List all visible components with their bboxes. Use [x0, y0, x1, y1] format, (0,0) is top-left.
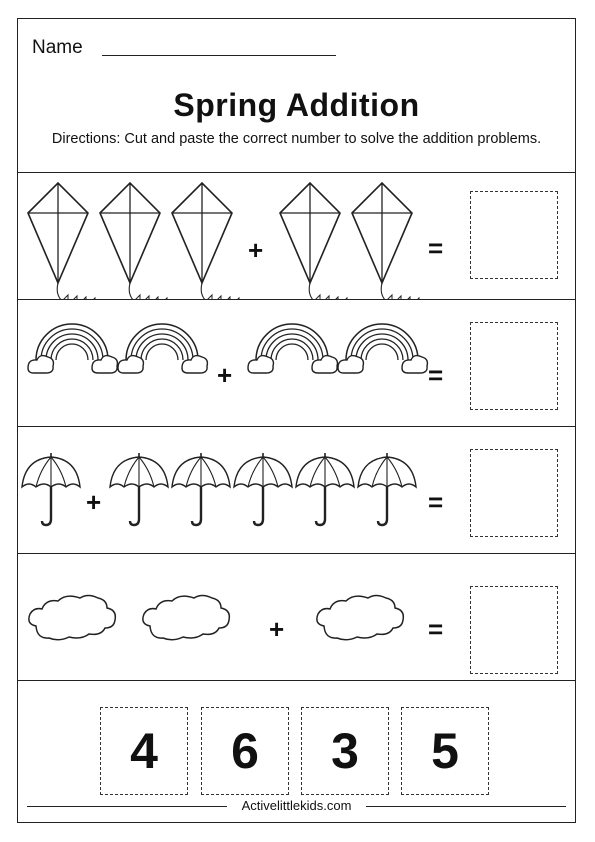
problem-row-4: [18, 553, 575, 680]
answer-box-3[interactable]: [470, 449, 558, 537]
cloud-icon: [143, 596, 229, 640]
umbrella-icon: [234, 453, 292, 525]
directions-text: Directions: Cut and paste the correct number to solve the addition problems.: [51, 131, 542, 147]
worksheet-title: Spring Addition: [173, 87, 420, 123]
clouds-group: [18, 554, 468, 680]
umbrella-icon: [110, 453, 168, 525]
worksheet-page: [17, 18, 576, 823]
equals-sign: =: [428, 360, 444, 390]
problem-row-1: [18, 172, 575, 299]
rainbow-icon: [248, 324, 337, 373]
equals-sign: =: [428, 614, 444, 644]
number-card-1[interactable]: 4: [100, 707, 188, 795]
number-card-4[interactable]: 5: [401, 707, 489, 795]
kites-group: [18, 173, 468, 299]
plus-sign: +: [248, 235, 264, 265]
name-label: Name: [32, 37, 83, 58]
footer: [17, 797, 576, 815]
rainbow-icon: [28, 324, 117, 373]
equals-sign: =: [428, 487, 444, 517]
name-write-line: [102, 55, 336, 56]
rainbow-icon: [118, 324, 207, 373]
kite-icon: [280, 183, 350, 299]
footer-rule-left: [27, 806, 227, 807]
number-cards-row: [18, 680, 575, 806]
kite-icon: [352, 183, 422, 299]
plus-sign: +: [86, 487, 102, 517]
cloud-icon: [29, 596, 115, 640]
plus-sign: +: [217, 360, 233, 390]
kite-icon: [172, 183, 242, 299]
footer-rule-right: [366, 806, 566, 807]
answer-box-2[interactable]: [470, 322, 558, 410]
umbrella-icon: [358, 453, 416, 525]
problem-row-3: [18, 426, 575, 553]
answer-box-1[interactable]: [470, 191, 558, 279]
problem-row-2: [18, 299, 575, 426]
rainbow-icon: [338, 324, 427, 373]
equals-sign: =: [428, 233, 444, 263]
cloud-icon: [317, 596, 403, 640]
number-card-2[interactable]: 6: [201, 707, 289, 795]
rainbows-group: [18, 300, 468, 426]
number-card-3[interactable]: 3: [301, 707, 389, 795]
umbrella-icon: [22, 453, 80, 525]
kite-icon: [28, 183, 98, 299]
umbrella-icon: [296, 453, 354, 525]
footer-site-name: Activelittlekids.com: [236, 798, 358, 813]
plus-sign: +: [269, 614, 285, 644]
umbrella-icon: [172, 453, 230, 525]
answer-box-4[interactable]: [470, 586, 558, 674]
kite-icon: [100, 183, 170, 299]
